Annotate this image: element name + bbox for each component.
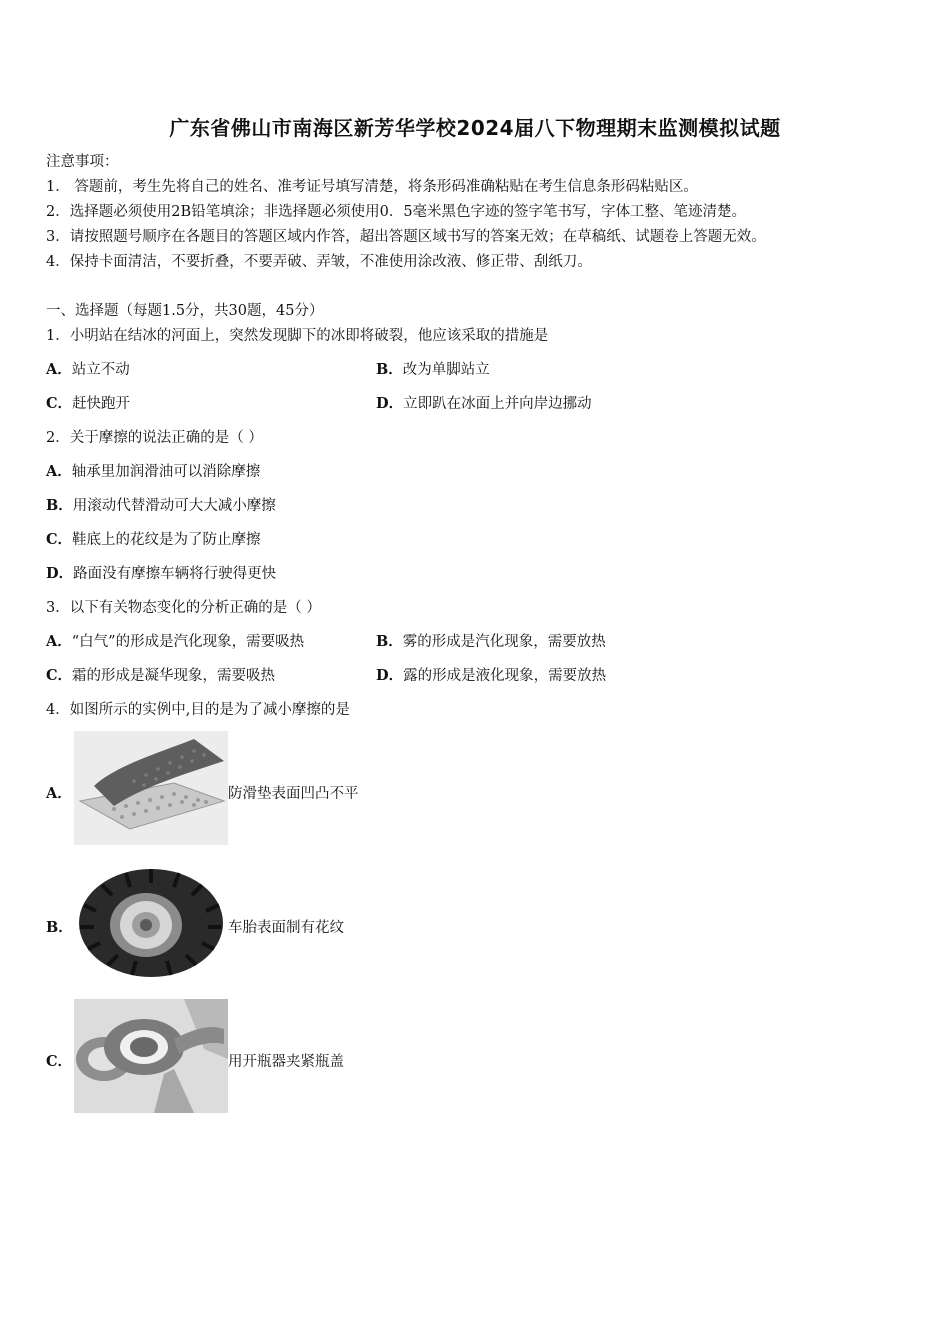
option	[46, 496, 276, 516]
option-label: B．	[46, 919, 73, 936]
option-label: A．	[46, 361, 72, 378]
option-label: B．	[376, 361, 403, 378]
option-label: D．	[376, 667, 404, 684]
notice-heading: 注意事项：	[46, 154, 119, 170]
option	[376, 666, 606, 686]
option-text: 立即趴在冰面上并向岸边挪动	[403, 396, 592, 412]
option-text: “白气”的形成是汽化现象，需要吸热	[71, 634, 305, 650]
option-label: A．	[46, 785, 72, 802]
option	[376, 632, 606, 652]
option-label: C．	[46, 395, 73, 412]
anti-slip-mat-image	[74, 731, 228, 845]
question-stem: 2．关于摩擦的说法正确的是（ ）	[46, 430, 263, 446]
option-text: 霜的形成是凝华现象，需要吸热	[72, 668, 276, 684]
notice-item: 3．请按照题号顺序在各题目的答题区域内作答，超出答题区域书写的答案无效；在草稿纸、试题卷上答题无效。	[46, 229, 766, 245]
option-text: 改为单脚站立	[402, 362, 490, 378]
question-stem: 1．小明站在结冰的河面上，突然发现脚下的冰即将破裂，他应该采取的措施是	[46, 328, 549, 344]
option-label: C．	[46, 531, 73, 548]
notice-item: 4．保持卡面清洁，不要折叠，不要弄破、弄皱，不准使用涂改液、修正带、刮纸刀。	[46, 254, 592, 270]
option-label: B．	[46, 497, 73, 514]
option-label: A．	[46, 633, 72, 650]
option	[46, 632, 304, 652]
option-label: B．	[376, 633, 403, 650]
option-text: 轴承里加润滑油可以消除摩擦	[71, 464, 261, 480]
option	[46, 666, 275, 686]
option-text: 赶快跑开	[72, 396, 131, 412]
option	[46, 394, 130, 414]
option-label: D．	[46, 565, 74, 582]
question-stem: 3．以下有关物态变化的分析正确的是（ ）	[46, 600, 321, 616]
option	[46, 564, 276, 584]
option-text: 站立不动	[71, 362, 130, 378]
option-label: D．	[376, 395, 404, 412]
option-text: 雾的形成是汽化现象，需要放热	[402, 634, 606, 650]
option-text: 防滑垫表面凹凸不平	[228, 786, 359, 802]
notice-item: 2．选择题必须使用2B铅笔填涂；非选择题必须使用0．5毫米黑色字迹的签字笔书写，字体工整、笔迹清楚。	[46, 204, 747, 220]
option-label: A．	[46, 463, 72, 480]
option-text: 露的形成是液化现象，需要放热	[403, 668, 607, 684]
notice-item: 1． 答题前，考生先将自己的姓名、准考证号填写清楚，将条形码准确粘贴在考生信息条形码粘贴区。	[46, 179, 698, 195]
option-label: C．	[46, 1053, 73, 1070]
page-title: 广东省佛山市南海区新芳华学校2024届八下物理期末监测模拟试题	[169, 116, 781, 140]
option-text: 路面没有摩擦车辆将行驶得更快	[73, 566, 277, 582]
option-text: 用开瓶器夹紧瓶盖	[228, 1054, 344, 1070]
bottle-opener-image	[74, 999, 228, 1113]
option	[46, 360, 130, 380]
option	[46, 462, 260, 482]
option	[376, 394, 592, 414]
option-text: 鞋底上的花纹是为了防止摩擦	[72, 532, 261, 548]
option	[376, 360, 490, 380]
question-stem: 4．如图所示的实例中,目的是为了减小摩擦的是	[46, 702, 350, 718]
option-text: 车胎表面制有花纹	[228, 920, 344, 936]
option	[46, 530, 261, 550]
option-label: C．	[46, 667, 73, 684]
option-text: 用滚动代替滑动可大大减小摩擦	[72, 498, 276, 514]
tire-image	[74, 865, 228, 979]
section-heading: 一、选择题（每题1.5分，共30题，45分）	[46, 303, 324, 319]
